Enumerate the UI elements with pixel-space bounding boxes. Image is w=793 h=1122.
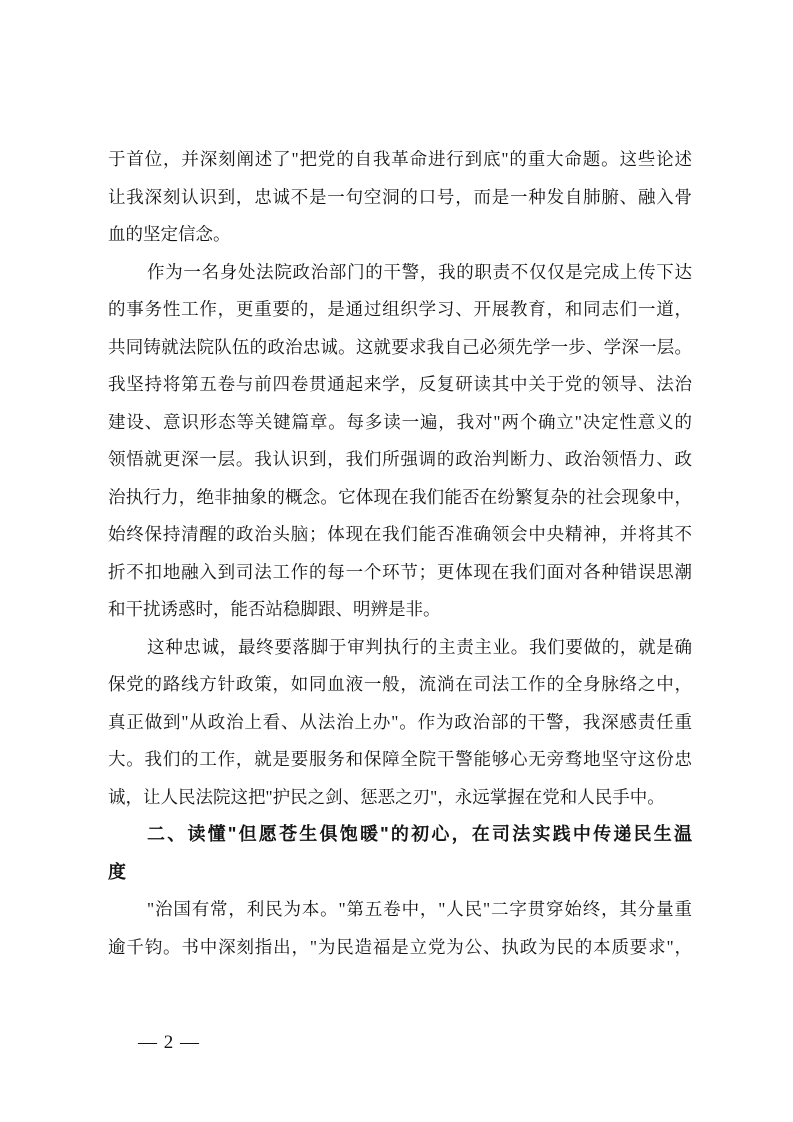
document-body — [108, 141, 692, 966]
paragraph-line: 血的坚定信念。 — [108, 224, 231, 244]
paragraph — [108, 891, 692, 966]
paragraph-line: 于首位，并深刻阐述了"把党的自我革命进行到底"的重大命题。这些论述 — [108, 149, 692, 169]
paragraph-line: 建设、意识形态等关键篇章。每多读一遍，我对"两个确立"决定性意义的 — [108, 411, 692, 432]
paragraph-line: 真正做到"从政治上看、从法治上办"。作为政治部的干警，我深感责任重 — [108, 711, 692, 732]
paragraph — [108, 629, 692, 817]
paragraph-line: 诚，让人民法院这把"护民之剑、惩恶之刃"，永远掌握在党和人民手中。 — [108, 786, 665, 807]
heading-line: 二、读懂"但愿苍生俱饱暖"的初心，在司法实践中传递民生温 — [147, 824, 692, 844]
page-number: — 2 — — [138, 1032, 200, 1053]
paragraph-line: "治国有常，利民为本。"第五卷中，"人民"二字贯穿始终，其分量重 — [147, 899, 692, 919]
paragraph-line: 大。我们的工作，就是要服务和保障全院干警能够心无旁骛地坚守这份忠 — [108, 749, 692, 769]
paragraph-line: 折不扣地融入到司法工作的每一个环节；更体现在我们面对各种错误思潮 — [108, 561, 692, 582]
continued-paragraph — [108, 141, 692, 254]
paragraph-line: 作为一名身处法院政治部门的干警，我的职责不仅仅是完成上传下达 — [147, 261, 692, 282]
paragraph-line: 的事务性工作，更重要的，是通过组织学习、开展教育，和同志们一道， — [108, 299, 692, 319]
heading-line: 度 — [108, 861, 126, 882]
paragraph-line: 让我深刻认识到，忠诚不是一句空洞的口号，而是一种发自肺腑、融入骨 — [108, 186, 692, 207]
paragraph — [108, 254, 692, 629]
paragraph-line: 始终保持清醒的政治头脑；体现在我们能否准确领会中央精神，并将其不 — [108, 524, 692, 544]
section-heading — [108, 816, 692, 891]
paragraph-line: 和干扰诱惑时，能否站稳脚跟、明辨是非。 — [108, 599, 441, 619]
paragraph-line: 保党的路线方针政策，如同血液一般，流淌在司法工作的全身脉络之中， — [108, 674, 692, 694]
paragraph-line: 这种忠诚，最终要落脚于审判执行的主责主业。我们要做的，就是确 — [147, 636, 692, 657]
paragraph-line: 逾千钧。书中深刻指出，"为民造福是立党为公、执政为民的本质要求"， — [108, 936, 692, 957]
paragraph-line: 领悟就更深一层。我认识到，我们所强调的政治判断力、政治领悟力、政 — [108, 449, 692, 469]
paragraph-line: 共同铸就法院队伍的政治忠诚。这就要求我自己必须先学一步、学深一层。 — [108, 336, 692, 357]
paragraph-line: 治执行力，绝非抽象的概念。它体现在我们能否在纷繁复杂的社会现象中， — [108, 486, 692, 507]
paragraph-line: 我坚持将第五卷与前四卷贯通起来学，反复研读其中关于党的领导、法治 — [108, 374, 692, 394]
